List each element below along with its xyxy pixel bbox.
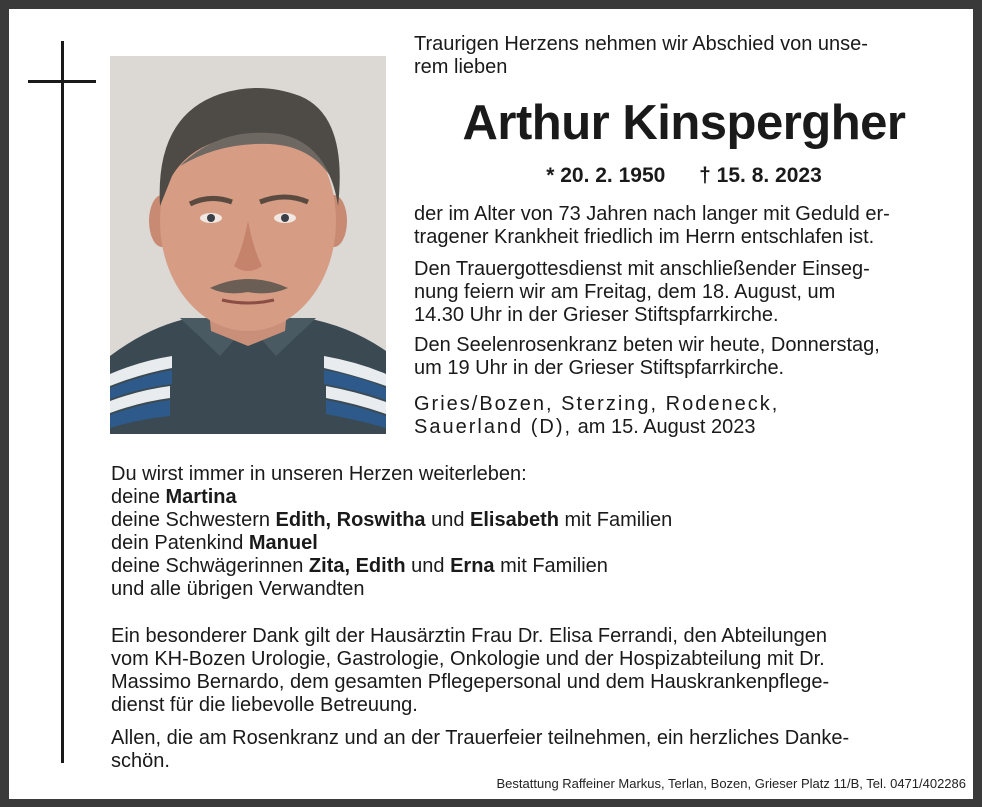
- places: Gries/Bozen, Sterzing, Rodeneck,: [414, 393, 780, 415]
- mourners-intro: Du wirst immer in unseren Herzen weiterleben:: [111, 463, 527, 485]
- funeral-home-footer: Bestattung Raffeiner Markus, Terlan, Bozen, Grieser Platz 11/B, Tel. 0471/402286: [496, 776, 966, 791]
- mourner-line: dein Patenkind Manuel: [111, 532, 318, 554]
- thanks-paragraph: [111, 625, 953, 717]
- text-line: der im Alter von 73 Jahren nach langer mit Geduld er-: [414, 203, 890, 225]
- death-date: † 15. 8. 2023: [699, 164, 822, 187]
- text-line: dienst für die liebevolle Betreuung.: [111, 694, 418, 716]
- intro-line: Traurigen Herzens nehmen wir Abschied von unse-: [414, 33, 868, 55]
- places-cont: Sauerland (D),: [414, 416, 573, 438]
- text-line: vom KH-Bozen Urologie, Gastrologie, Onkologie und der Hospizabteilung mit Dr.: [111, 648, 825, 670]
- text-line: schön.: [111, 750, 170, 772]
- mourners-list: [111, 463, 951, 601]
- mourner-line: deine Schwägerinnen Zita, Edith und Erna mit Familien: [111, 555, 608, 577]
- text-line: Allen, die am Rosenkranz und an der Trauerfeier teilnehmen, ein herzliches Danke-: [111, 727, 850, 749]
- life-dates: [414, 164, 954, 188]
- text-line: um 19 Uhr in der Grieser Stiftspfarrkirche.: [414, 357, 785, 379]
- paragraph-rosary: [414, 334, 954, 380]
- mourner-line: deine Schwestern Edith, Roswitha und Elisabeth mit Familien: [111, 509, 673, 531]
- deceased-name: Arthur Kinspergher: [462, 96, 906, 150]
- place-and-date: [414, 393, 954, 439]
- mourner-line: deine Martina: [111, 486, 237, 508]
- paragraph-funeral-service: [414, 258, 954, 327]
- text-line: Den Seelenrosenkranz beten wir heute, Donnerstag,: [414, 334, 880, 356]
- mourner-line: und alle übrigen Verwandten: [111, 578, 365, 600]
- text-line: tragener Krankheit friedlich im Herrn entschlafen ist.: [414, 226, 875, 248]
- intro-line: rem lieben: [414, 56, 508, 78]
- cross-symbol-horizontal: [28, 80, 96, 83]
- text-line: nung feiern wir am Freitag, dem 18. August, um: [414, 281, 836, 303]
- text-line: Massimo Bernardo, dem gesamten Pflegepersonal und dem Hauskrankenpflege-: [111, 671, 830, 693]
- text-line: Ein besonderer Dank gilt der Hausärztin Frau Dr. Elisa Ferrandi, den Abteilungen: [111, 625, 827, 647]
- closing-thanks: [111, 727, 953, 773]
- birth-date: * 20. 2. 1950: [546, 164, 666, 187]
- text-line: Den Trauergottesdienst mit anschließender Einseg-: [414, 258, 870, 280]
- notice-date: am 15. August 2023: [572, 416, 756, 438]
- paragraph-death-notice: [414, 203, 954, 249]
- portrait-photo: [110, 56, 386, 434]
- text-line: 14.30 Uhr in der Grieser Stiftspfarrkirche.: [414, 304, 779, 326]
- cross-symbol-vertical: [61, 41, 64, 763]
- intro-text: [414, 33, 954, 79]
